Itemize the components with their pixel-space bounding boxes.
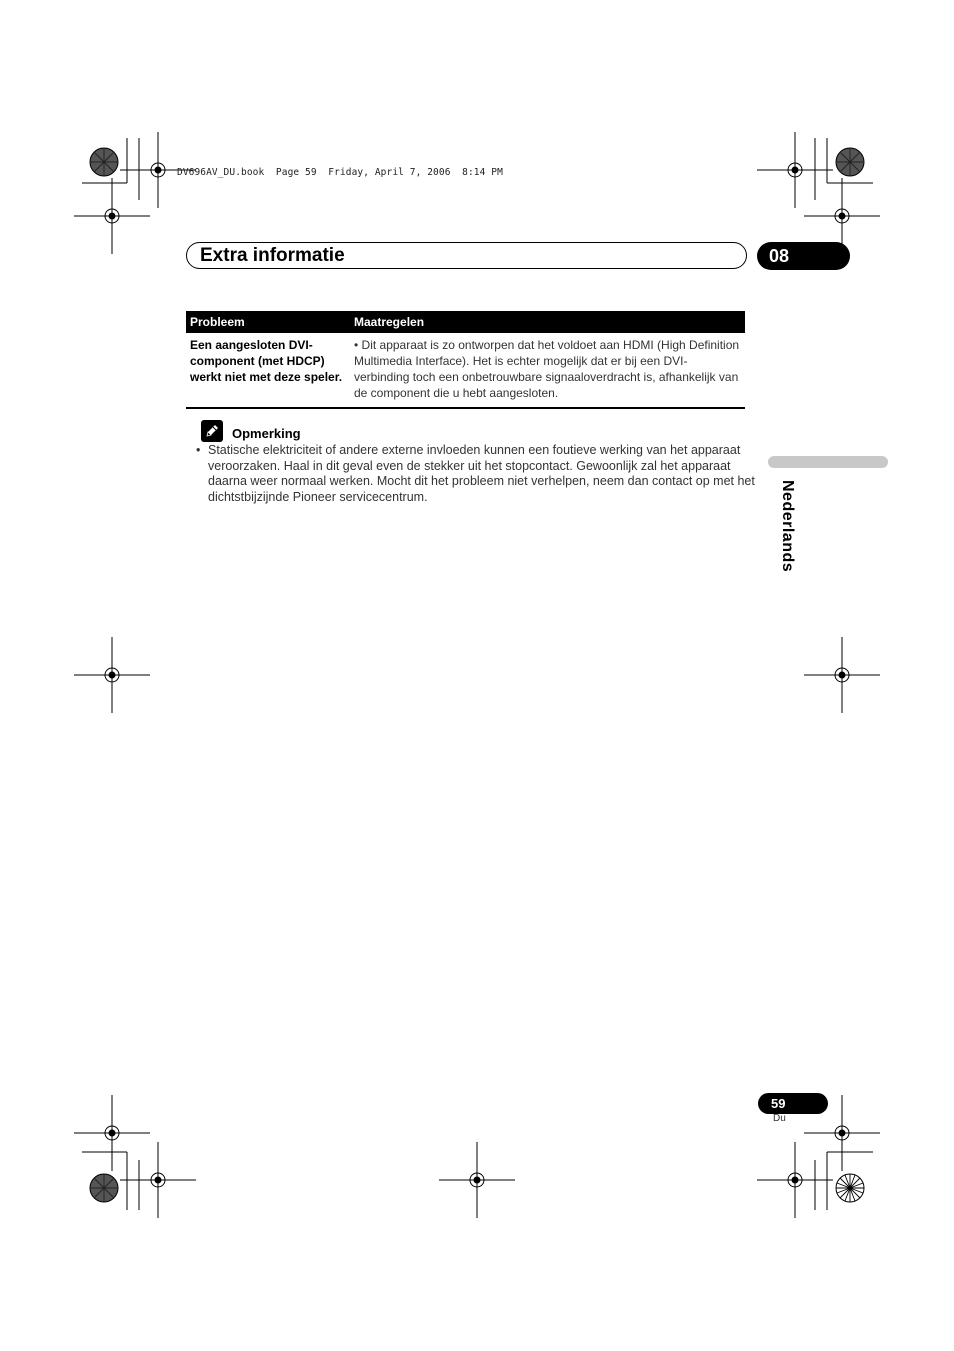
- problem-cell: Een aangesloten DVI-component (met HDCP) werkt niet met deze speler.: [186, 333, 350, 408]
- page-number: 59: [758, 1093, 828, 1114]
- section-header: [186, 242, 747, 269]
- language-label: Nederlands: [779, 480, 796, 573]
- language-tab: [768, 456, 888, 468]
- table-header-row: [186, 311, 745, 333]
- troubleshooting-table: [186, 311, 745, 409]
- note-title: Opmerking: [232, 426, 301, 441]
- column-header-solution: Maatregelen: [350, 311, 745, 333]
- page-language-code: Du: [773, 1113, 786, 1124]
- note-list: [196, 443, 758, 505]
- file-info: DV696AV_DU.book Page 59 Friday, April 7, 2006 8:14 PM: [177, 167, 503, 178]
- chapter-number: 08: [757, 242, 850, 270]
- list-item: Statische elektriciteit of andere externe invloeden kunnen een foutieve werking van het apparaat veroorzaken. Haal in dit geval even de stekker uit het stopcontact. Gewoonlijk zal het apparaat daarna weer normaal werken. Mocht dit het probleem niet verhelpen, neem dan contact op met het dichtstbijzijnde Pioneer servicecentrum.: [208, 443, 755, 504]
- bullet-icon: •: [196, 443, 201, 457]
- table-row: [186, 333, 745, 408]
- section-title: Extra informatie: [200, 245, 345, 266]
- column-header-problem: Probleem: [186, 311, 350, 333]
- note-pencil-icon: [201, 420, 223, 442]
- solution-cell: • Dit apparaat is zo ontworpen dat het voldoet aan HDMI (High Definition Multimedia Interface). Het is echter mogelijk dat er bij een DVI-verbinding toch een onbetrouwbare signaaloverdracht is, afhankelijk van de component die u hebt aangesloten.: [350, 333, 745, 408]
